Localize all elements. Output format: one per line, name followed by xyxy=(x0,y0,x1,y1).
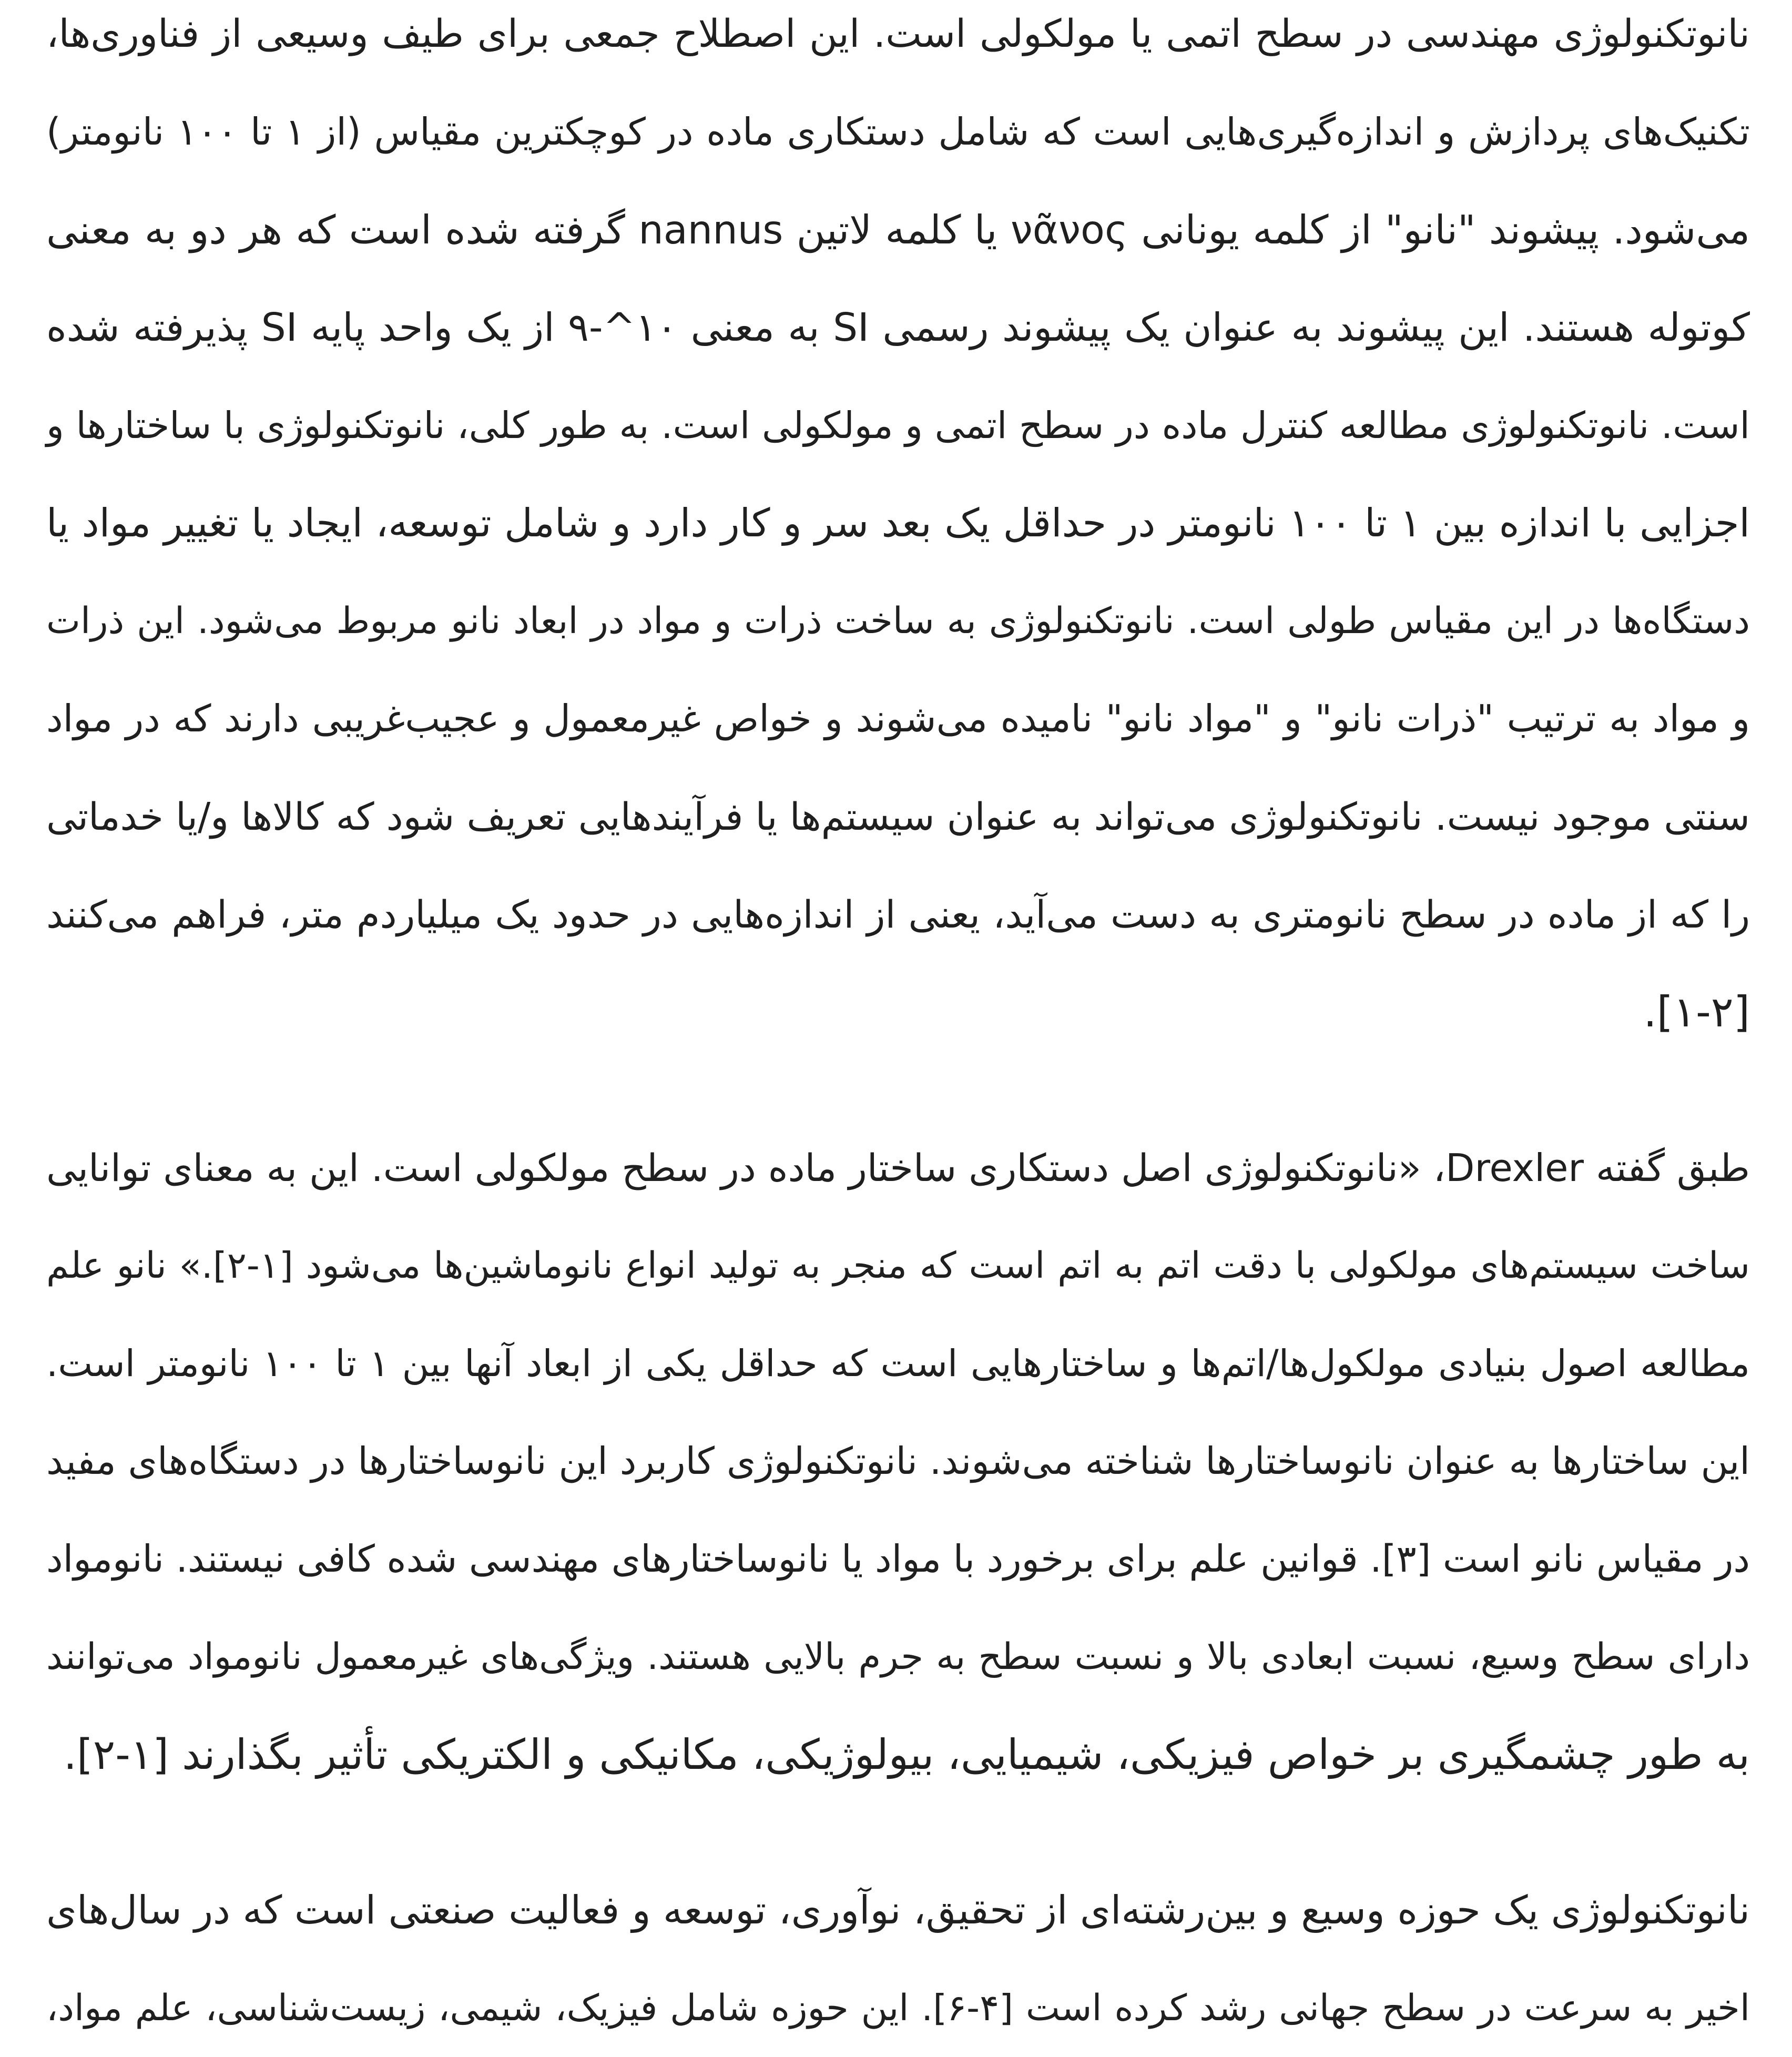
paragraph-1 xyxy=(46,0,1750,1061)
text-line: مطالعه اصول بنیادی مولکول‌ها/اتم‌ها و ساختارهایی است که حداقل یکی از ابعاد آنها بین ۱ تا ۱۰۰ نانومتر است. xyxy=(46,1342,1750,1385)
text-line: اخیر به سرعت در سطح جهانی رشد کرده است [۴-۶]. این حوزه شامل فیزیک، شیمی، زیست‌شناسی، علم مواد، xyxy=(46,1987,1750,2029)
text-line: دارای سطح وسیع، نسبت ابعادی بالا و نسبت سطح به جرم بالایی هستند. ویژگی‌های غیرمعمول نانومواد می‌توانند xyxy=(46,1636,1750,1678)
text-line: است. نانوتکنولوژی مطالعه کنترل ماده در سطح اتمی و مولکولی است. به طور کلی، نانوتکنولوژی با ساختارها و xyxy=(46,404,1750,447)
text-line: به طور چشمگیری بر خواص فیزیکی، شیمیایی، بیولوژیکی، مکانیکی و الکتریکی تأثیر بگذارند [۱-۲]. xyxy=(63,1730,1750,1779)
text-line: و مواد به ترتیب "ذرات نانو" و "مواد نانو" نامیده می‌شوند و خواص غیرمعمول و عجیب‌غریبی دارند که در مواد xyxy=(46,697,1750,740)
text-line: تکنیک‌های پردازش و اندازه‌گیری‌هایی است که شامل دستکاری ماده در کوچکترین مقیاس (از ۱ تا ۱۰۰ نانومتر) xyxy=(46,110,1750,154)
document-page xyxy=(46,0,1750,2029)
text-line: طبق گفته Drexler، «نانوتکنولوژی اصل دستکاری ساختار ماده در سطح مولکولی است. این به معنای توانایی xyxy=(46,1146,1750,1190)
text-line: اجزایی با اندازه بین ۱ تا ۱۰۰ نانومتر در حداقل یک بعد سر و کار دارد و شامل توسعه، ایجاد یا تغییر مواد یا xyxy=(46,501,1750,546)
paragraph-spacer xyxy=(46,1804,1750,1861)
paragraph-spacer xyxy=(46,1061,1750,1119)
text-line: در مقیاس نانو است [۳]. قوانین علم برای برخورد با مواد یا نانوساختارهای مهندسی شده کافی نیستند. نانومواد xyxy=(46,1537,1750,1581)
paragraph-3 xyxy=(46,1861,1750,2057)
text-line: می‌شود. پیشوند "نانو" از کلمه یونانی νᾶνος یا کلمه لاتین nannus گرفته شده است که هر دو به معنی xyxy=(46,207,1750,253)
text-line: [۱-۲]. xyxy=(1643,987,1750,1036)
text-line: نانوتکنولوژی یک حوزه وسیع و بین‌رشته‌ای از تحقیق، نوآوری، توسعه و فعالیت صنعتی است که در سال‌های xyxy=(46,1888,1750,1933)
text-line: این ساختارها به عنوان نانوساختارها شناخته می‌شوند. نانوتکنولوژی کاربرد این نانوساختارها در دستگاه‌های مفید xyxy=(46,1439,1750,1483)
paragraph-2 xyxy=(46,1119,1750,1804)
text-line: دستگاه‌ها در این مقیاس طولی است. نانوتکنولوژی به ساخت ذرات و مواد در ابعاد نانو مربوط می‌شود. این ذرات xyxy=(46,600,1750,642)
text-line: نانوتکنولوژی مهندسی در سطح اتمی یا مولکولی است. این اصطلاح جمعی برای طیف وسیعی از فناوری‌ها، xyxy=(46,12,1750,56)
text-line: سنتی موجود نیست. نانوتکنولوژی می‌تواند به عنوان سیستم‌ها یا فرآیندهایی تعریف شود که کالاها و/یا خدماتی xyxy=(46,795,1750,839)
text-line: کوتوله هستند. این پیشوند به عنوان یک پیشوند رسمی SI به معنی ۱۰^-۹ از یک واحد پایه SI پذیرفته شده xyxy=(46,305,1750,350)
text-line: را که از ماده در سطح نانومتری به دست می‌آید، یعنی از اندازه‌هایی در حدود یک میلیاردم متر، فراهم می‌کنند xyxy=(46,892,1750,936)
text-line: ساخت سیستم‌های مولکولی با دقت اتم به اتم است که منجر به تولید انواع نانوماشین‌ها می‌شود [۱-۲].» نانو علم xyxy=(46,1245,1750,1287)
